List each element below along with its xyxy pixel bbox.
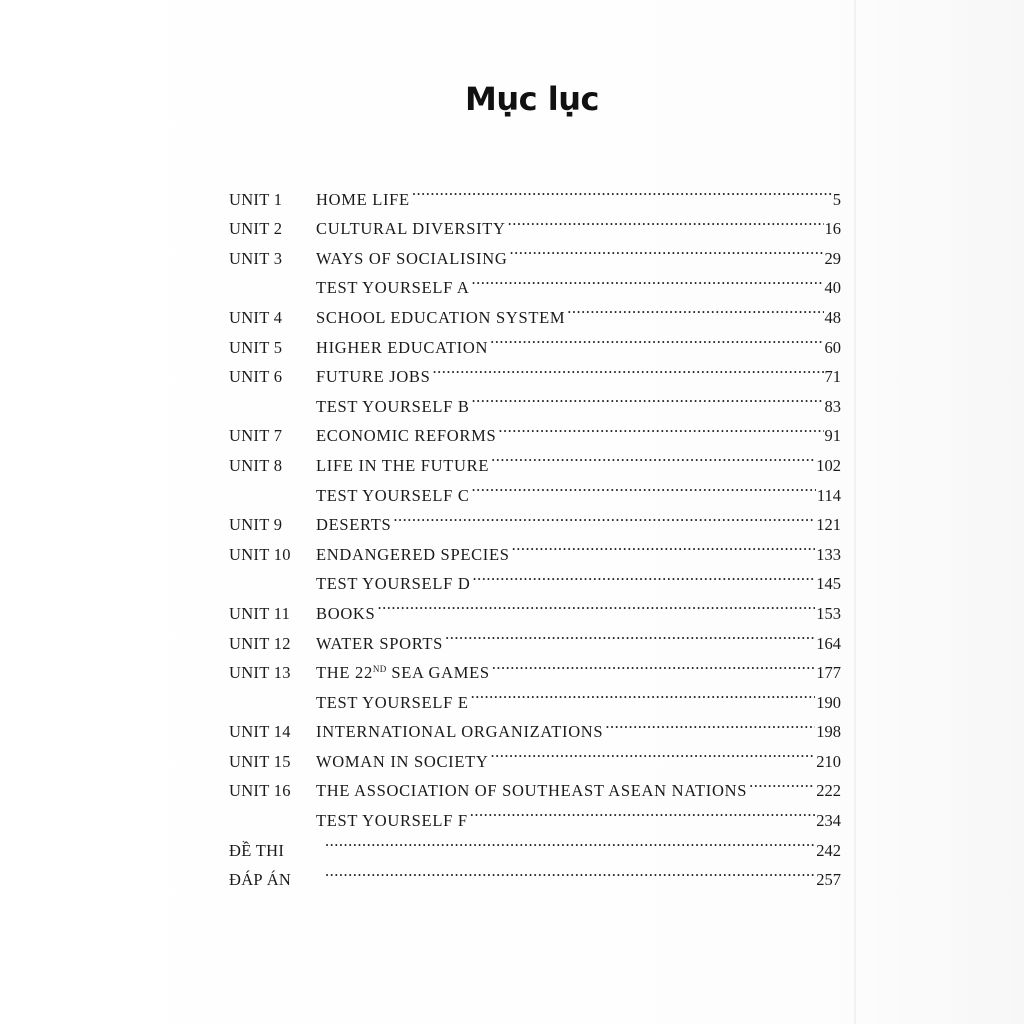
toc-unit-label: UNIT 5 — [229, 337, 283, 357]
toc-page-number: 16 — [824, 219, 841, 239]
toc-page-number: 234 — [816, 811, 841, 831]
toc-entry-title — [316, 658, 492, 688]
toc-entry-title: HIGHER EDUCATION — [316, 337, 489, 357]
toc-page-number: 83 — [824, 396, 841, 416]
page-title: Mục lục — [465, 80, 599, 118]
toc-page-number: 91 — [824, 426, 841, 446]
toc-page-number: 121 — [816, 515, 841, 535]
toc-page-number: 153 — [816, 603, 841, 623]
toc-page-number: 48 — [824, 307, 841, 327]
toc-entry-title: ECONOMIC REFORMS — [316, 426, 497, 446]
toc-unit-label: UNIT 12 — [229, 633, 291, 653]
toc-page-number: 114 — [816, 485, 841, 505]
dot-leader — [491, 441, 815, 471]
dot-leader — [445, 619, 815, 649]
dot-leader — [509, 234, 823, 264]
toc-entry-title: WOMAN IN SOCIETY — [316, 751, 489, 771]
toc-unit-label: UNIT 16 — [229, 781, 291, 801]
toc-unit-label: UNIT 11 — [229, 603, 291, 623]
toc-page-number: 60 — [824, 337, 841, 357]
toc-unit-label: UNIT 4 — [229, 307, 283, 327]
toc-entry-title: HOME LIFE — [316, 189, 410, 209]
dot-leader — [472, 264, 824, 294]
toc-page-number: 222 — [816, 781, 841, 801]
toc-unit-label: UNIT 3 — [229, 248, 283, 268]
toc-unit-label: UNIT 10 — [229, 544, 291, 564]
toc-unit-label: UNIT 8 — [229, 455, 283, 475]
table-of-contents — [229, 175, 841, 890]
toc-unit-label: UNIT 6 — [229, 367, 283, 387]
toc-entry-title: INTERNATIONAL ORGANIZATIONS — [316, 722, 604, 742]
dot-leader — [325, 826, 815, 856]
dot-leader — [377, 589, 815, 619]
dot-leader — [508, 205, 824, 235]
toc-entry-title: TEST YOURSELF B — [316, 396, 470, 416]
toc-unit-label: UNIT 9 — [229, 515, 283, 535]
toc-row-unit-1 — [229, 175, 841, 209]
dot-leader — [512, 530, 816, 560]
toc-entry-title: TEST YOURSELF D — [316, 574, 471, 594]
dot-leader — [498, 412, 823, 442]
toc-unit-label: UNIT 14 — [229, 722, 291, 742]
title-suffix: SEA GAMES — [386, 663, 490, 683]
toc-unit-label: UNIT 1 — [229, 189, 283, 209]
toc-unit-label: ĐỀ THI — [229, 840, 285, 860]
toc-page-number: 257 — [816, 870, 841, 890]
toc-entry-title: DESERTS — [316, 515, 392, 535]
toc-page-number: 145 — [816, 574, 841, 594]
dot-leader — [490, 323, 823, 353]
toc-entry-title: BOOKS — [316, 603, 376, 623]
toc-page-number: 102 — [816, 455, 841, 475]
dot-leader — [433, 353, 824, 383]
toc-page-number: 198 — [816, 722, 841, 742]
dot-leader — [749, 767, 815, 797]
dot-leader — [605, 708, 815, 738]
toc-entry-title: THE ASSOCIATION OF SOUTHEAST ASEAN NATIONS — [316, 781, 748, 801]
toc-page-number: 133 — [816, 544, 841, 564]
toc-page-number: 71 — [824, 367, 841, 387]
toc-entry-title: TEST YOURSELF F — [316, 811, 468, 831]
toc-entry-title: TEST YOURSELF A — [316, 278, 470, 298]
toc-page-number: 164 — [816, 633, 841, 653]
dot-leader — [491, 737, 816, 767]
dot-leader — [470, 796, 816, 826]
toc-unit-label: UNIT 13 — [229, 663, 291, 683]
title-prefix: THE 22 — [316, 663, 373, 683]
toc-page-number: 5 — [832, 189, 841, 209]
toc-entry-title: CULTURAL DIVERSITY — [316, 219, 506, 239]
toc-unit-label: ĐÁP ÁN — [229, 870, 292, 890]
dot-leader — [567, 293, 823, 323]
toc-entry-title: SCHOOL EDUCATION SYSTEM — [316, 307, 566, 327]
dot-leader — [472, 560, 815, 590]
dot-leader — [472, 471, 816, 501]
toc-entry-title: TEST YOURSELF E — [316, 692, 469, 712]
toc-page-number: 177 — [816, 663, 841, 683]
toc-entry-title: TEST YOURSELF C — [316, 485, 470, 505]
dot-leader — [492, 649, 815, 679]
toc-entry-title: WAYS OF SOCIALISING — [316, 248, 508, 268]
toc-unit-label: UNIT 7 — [229, 426, 283, 446]
toc-page-number: 40 — [824, 278, 841, 298]
toc-entry-title: FUTURE JOBS — [316, 367, 431, 387]
dot-leader — [412, 175, 832, 205]
toc-entry-title: ENDANGERED SPECIES — [316, 544, 510, 564]
dot-leader — [472, 382, 824, 412]
ordinal-suffix: ND — [372, 664, 387, 675]
toc-page-number: 29 — [824, 248, 841, 268]
page-edge-shadow — [854, 0, 856, 1024]
dot-leader — [393, 501, 815, 531]
toc-page-number: 242 — [816, 840, 841, 860]
dot-leader — [325, 856, 815, 886]
toc-unit-label: UNIT 2 — [229, 219, 283, 239]
toc-page-number: 190 — [816, 692, 841, 712]
toc-entry-title: WATER SPORTS — [316, 633, 444, 653]
toc-entry-title: LIFE IN THE FUTURE — [316, 455, 490, 475]
dot-leader — [471, 678, 816, 708]
toc-unit-label: UNIT 15 — [229, 751, 291, 771]
toc-page-number: 210 — [816, 751, 841, 771]
